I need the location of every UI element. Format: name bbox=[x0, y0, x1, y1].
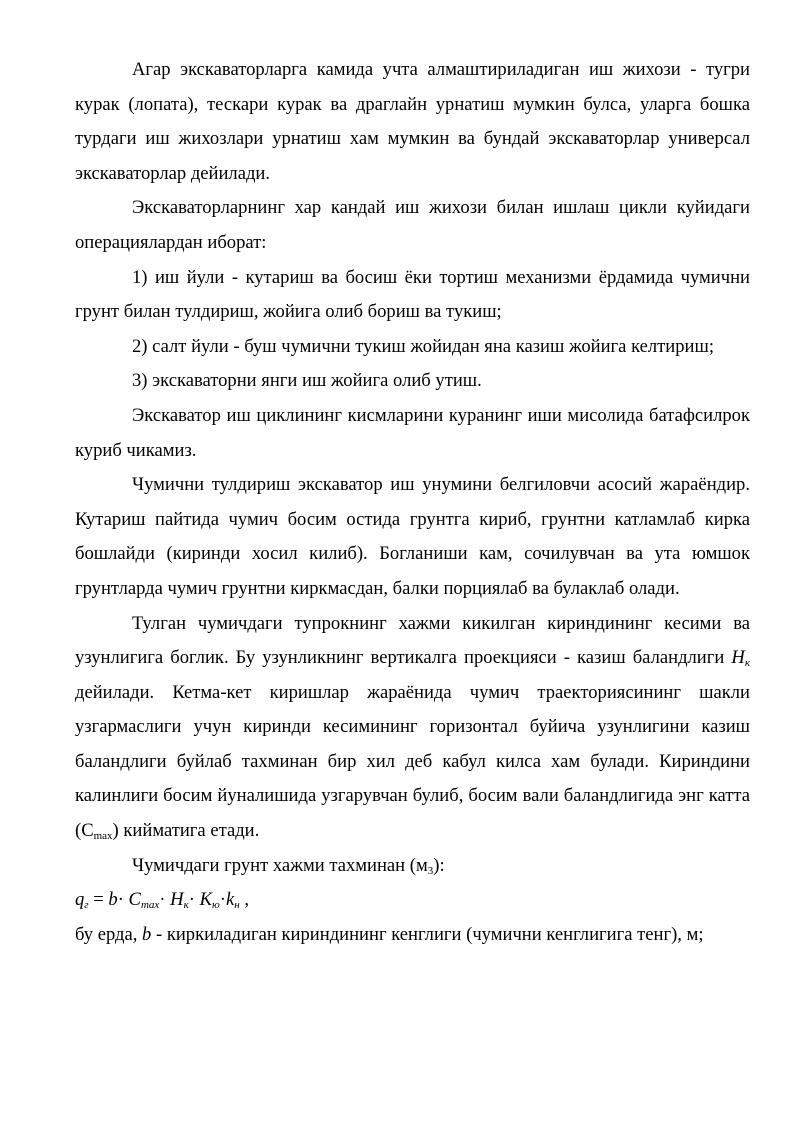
formula-k-lower-sub: н bbox=[234, 899, 240, 912]
formula-soil-volume bbox=[75, 883, 750, 918]
paragraph-where bbox=[75, 918, 750, 953]
formula-h-sub: к bbox=[183, 899, 189, 912]
formula-c-sub: max bbox=[140, 899, 160, 912]
formula-q: q bbox=[75, 889, 85, 911]
formula-dot: · bbox=[117, 889, 124, 911]
formula-h: H bbox=[170, 889, 184, 911]
symbol-c-subscript: max bbox=[93, 830, 113, 843]
paragraph-cycle-parts: Экскаватор иш циклининг кисмларини куранинг иши мисолида батафсилрок куриб чикамиз. bbox=[75, 404, 750, 461]
symbol-h-subscript: к bbox=[744, 657, 751, 670]
document-page bbox=[75, 53, 750, 952]
text-segment: бу ерда, bbox=[75, 923, 138, 945]
text-segment: ) кийматига етади. bbox=[112, 820, 260, 842]
paragraph-bucket-filling: Чумични тулдириш экскаватор иш унумини белгиловчи асосий жараёндир. Кутариш пайтида чумич босим остида грунтга кириб, грунтни катламлаб кирка бошлайди (киринди хосил килиб). Богланиши кам, сочилувчан ва ута юмшок грунтларда чумич грунтни киркмасдан, балки порциялаб ва булаклаб олади. bbox=[75, 474, 750, 599]
text-segment: ): bbox=[433, 854, 445, 876]
formula-c: C bbox=[128, 889, 141, 911]
formula-dot: · bbox=[188, 889, 195, 911]
list-item-idle-stroke: 2) салт йули - буш чумични тукиш жойидан яна казиш жойига келтириш; bbox=[132, 335, 714, 357]
paragraph-work-cycle: Экскаваторларнинг хар кандай иш жихози билан ишлаш цикли куйидаги операциялардан иборат: bbox=[75, 197, 750, 253]
formula-k-upper-sub: ю bbox=[212, 899, 220, 912]
formula-k-upper: K bbox=[199, 889, 212, 911]
formula-end: , bbox=[239, 889, 249, 911]
symbol-b: b bbox=[142, 923, 152, 945]
formula-k-lower: k bbox=[225, 889, 235, 911]
formula-dot: · bbox=[219, 889, 226, 911]
list-item-relocation: 3) экскаваторни янги иш жойига олиб утиш. bbox=[132, 370, 482, 392]
formula-q-sub: г bbox=[84, 899, 89, 912]
text-segment: - киркиладиган кириндининг кенглиги (чумични кенглигига тенг), м; bbox=[155, 923, 704, 945]
text-segment: Тулган чумичдаги тупрокнинг хажми кикилган кириндининг кесими ва узунлигига боглик. Бу узунликнинг вертикалга проекцияси - казиш баландлиги bbox=[75, 612, 750, 669]
paragraph-universal-excavators: Агар экскаваторларга камида учта алмаштириладиган иш жихози - тугри курак (лопата), тескари курак ва драглайн урнатиш мумкин булса, уларга бошка турдаги иш жихозлари урнатиш хам мумкин ва бундай экскаваторлар универсал экскаваторлар дейилади. bbox=[75, 59, 750, 184]
text-segment: дейилади. Кетма-кет киришлар жараёнида чумич траекториясининг шакли узгармаслиги учун киринди кесимининг горизонтал буйича узунлигини казиш баландлиги буйлаб тахминан бир хил деб кабул килса хам булади. Кириндини калинлиги босим йуналишида узгарувчан булиб, босим вали баландлигида энг катта (С bbox=[75, 681, 750, 842]
formula-equals: = bbox=[88, 889, 109, 911]
formula-b: b bbox=[108, 889, 118, 911]
formula-dot: · bbox=[159, 889, 166, 911]
list-item-working-stroke: 1) иш йули - кутариш ва босиш ёки тортиш механизми ёрдамида чумични грунт билан тулдириш, жойига олиб бориш ва тукиш; bbox=[75, 266, 750, 323]
text-segment: Чумичдаги грунт хажми тахминан (м bbox=[132, 854, 428, 876]
symbol-h: H bbox=[731, 647, 745, 669]
paragraph-soil-volume bbox=[75, 607, 750, 849]
paragraph-bucket-volume-intro bbox=[75, 849, 750, 884]
unit-subscript: 3 bbox=[427, 864, 434, 877]
